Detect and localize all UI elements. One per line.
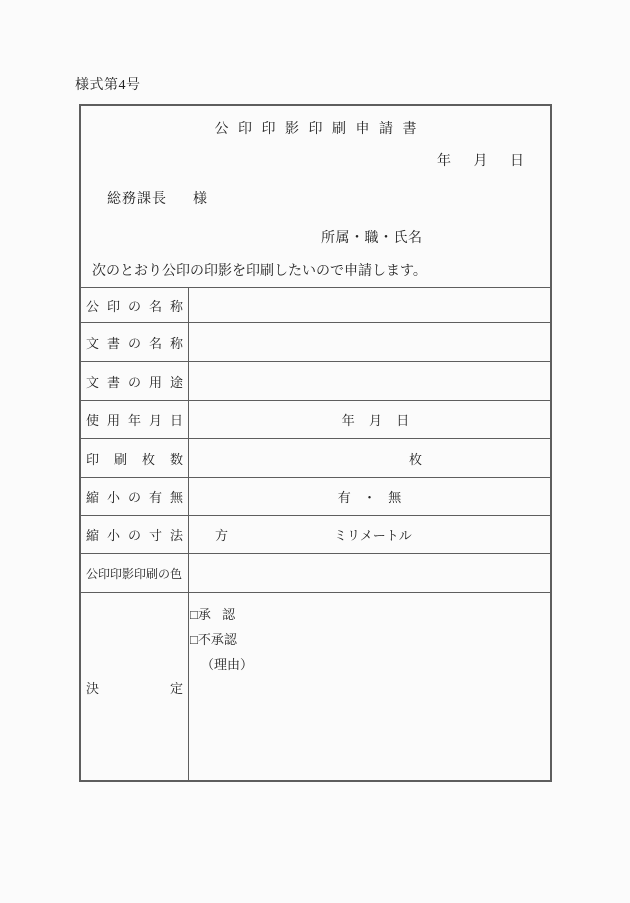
row-reduction-size-label: 縮 小 の 寸 法 (81, 516, 189, 553)
row-use-date-value[interactable]: 年 月 日 (341, 413, 410, 428)
row-use-date-label: 使 用 年 月 日 (81, 401, 189, 438)
row-print-color-label: 公印印影印刷の色 (81, 554, 189, 592)
decision-content (189, 593, 550, 781)
row-reduction-yesno-label: 縮 小 の 有 無 (81, 478, 189, 515)
row-use-date (81, 401, 550, 439)
application-form (79, 104, 552, 782)
row-print-count-label: 印 刷 枚 数 (81, 439, 189, 477)
row-print-count-value[interactable]: 枚 (408, 451, 422, 467)
addressee-line (107, 188, 208, 208)
decision-reason-label[interactable]: （理由） (201, 657, 254, 672)
row-reduction-size-value[interactable] (189, 516, 550, 553)
form-title: 公 印 印 影 印 刷 申 請 書 (214, 122, 417, 137)
form-header (81, 106, 550, 288)
row-reduction-yesno (81, 478, 550, 516)
row-reduction-size (81, 516, 550, 554)
signer-label[interactable]: 所属・職・氏名 (321, 231, 423, 246)
date-line[interactable]: 年 月 日 (437, 154, 524, 169)
row-print-color-value[interactable] (189, 554, 550, 592)
approve-label: 承 認 (197, 607, 236, 622)
checkbox-icon[interactable]: □ (190, 607, 198, 622)
row-decision-label: 決 定 (81, 593, 189, 781)
form-number: 様式第4号 (75, 78, 141, 93)
row-seal-name-value[interactable] (189, 288, 550, 322)
honorific: 様 (193, 192, 208, 207)
addressee: 総務課長 (107, 192, 167, 207)
declaration-text: 次のとおり公印の印影を印刷したいので申請します。 (92, 264, 427, 279)
row-print-count (81, 439, 550, 478)
row-decision (81, 593, 550, 781)
dimension-prefix: 方 (215, 528, 229, 543)
row-seal-name (81, 288, 550, 323)
decision-option-reject[interactable] (190, 627, 542, 652)
row-document-use-label: 文 書 の 用 途 (81, 362, 189, 400)
row-document-use (81, 362, 550, 401)
row-document-name-label: 文 書 の 名 称 (81, 323, 189, 361)
row-print-color (81, 554, 550, 593)
row-document-name (81, 323, 550, 362)
row-document-name-value[interactable] (189, 323, 550, 361)
dimension-unit: ミリメートル (334, 528, 412, 543)
checkbox-icon[interactable]: □ (190, 632, 198, 647)
reject-label: 不承認 (197, 632, 237, 647)
row-document-use-value[interactable] (189, 362, 550, 400)
decision-option-approve[interactable] (190, 602, 542, 627)
row-seal-name-label: 公 印 の 名 称 (81, 288, 189, 322)
row-reduction-yesno-value[interactable]: 有 ・ 無 (337, 490, 402, 505)
